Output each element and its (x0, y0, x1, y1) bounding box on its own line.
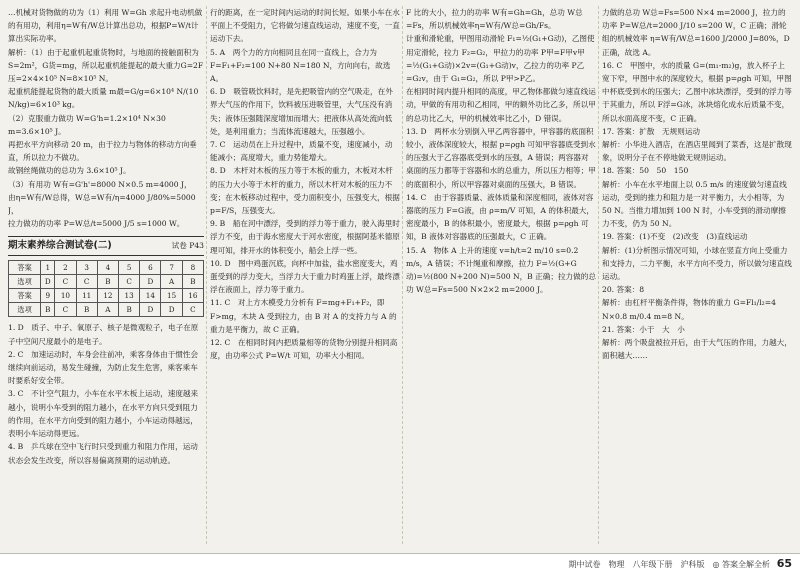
paragraph: 再把水平方向移动 20 m，由于拉力与物体的移动方向垂直，所以拉力不做功。 (8, 140, 197, 163)
table-cell: 15 (161, 289, 182, 303)
column-divider (598, 6, 599, 544)
paragraph: 18. 答案：50 50 150 (602, 166, 689, 176)
section-heading (8, 236, 204, 255)
table-row (9, 303, 204, 317)
paragraph: 14. C 由于容器质量、液体质量和深度相同，液体对容器底的压力 F=G液，由 ρ=m/V 可知，A 的体积最大，密度最小，B 的体积最小，密度最大，根据 p=ρgh 可知，B 液体对容器底的压强最大，C 正确。 (406, 192, 594, 242)
paragraph: 13. D 两杯水分别倒入甲乙两容器中，甲容器的底面积较小，液体深度较大，根据 p=ρgh 可知甲容器底受到水的压强大于乙容器底受到水的压强，A 错误；两容器对桌面的压力都等于容器和水的总重力，所以压力相等；甲的底面积小，所以甲容器对桌面的压强大，B 错误。 (406, 126, 596, 189)
table-cell: D (140, 303, 161, 317)
table-cell: 13 (119, 289, 140, 303)
paragraph: …机械对货物做的功为（1）利用 W=Gh 求起升电动机做的有用功，利用η=W有/W总计算出总功，根据P=W/t计算出实际功率。 (8, 8, 203, 44)
paragraph: 起重机能提起货物的最大质量 m最=G/g=6×10⁴ N/(10 N/kg)=6×10³ kg。 (8, 87, 199, 110)
table-cell: 8 (182, 260, 203, 274)
table-cell: C (55, 303, 76, 317)
page-footer (0, 553, 800, 576)
table-cell: 5 (119, 260, 140, 274)
paragraph: 解析：小车在水平地面上以 0.5 m/s 的速度做匀速直线运动，受到的推力和阻力是一对平衡力，大小相等，为 50 N。当推力增加到 100 N 时，小车受到的滑动摩擦力不变，仍为 50 N。 (602, 179, 787, 229)
answer-table (8, 260, 204, 318)
table-cell: D (161, 303, 182, 317)
table-cell: B (97, 274, 118, 288)
paragraph: 解析：小华进入酒店，在酒店里闻到了菜香，这是扩散现象，说明分子在不停地做无规则运动。 (602, 140, 792, 163)
paragraph: 6. D 吸管吸饮料时，是先把吸管内的空气吸走，在外界大气压的作用下，饮料被压进吸管里，大气压没有消失；液体压强随深度增加而增大；把液体从高处流向低处，是利用重力；当流体流速越大，压强越小。 (210, 87, 393, 136)
table-cell: 选项 (9, 274, 41, 288)
paragraph: 4. B 乒乓球在空中飞行时只受到重力和阻力作用，运动状态会发生改变，所以容易偏离预期的运动轨迹。 (8, 442, 198, 465)
table-cell: B (119, 303, 140, 317)
footer-info: 期中试卷 物理 八年级下册 沪科版 ◎ 答案全解全析 (568, 560, 770, 569)
table-cell: 2 (55, 260, 76, 274)
paragraph: 计重和滑轮重，甲图用动滑轮 F₁=½(G₁+G动)，乙图使用定滑轮，拉力 F₂=G₂，甲拉力的功率 P甲=F甲v甲=½(G₁+G动)×2v=(G₁+G动)v，乙拉力的功率 P乙=G₂v，由于 G₁=G₂，所以 P甲>P乙。 (406, 34, 595, 84)
table-cell: 答案 (9, 289, 41, 303)
paragraph: 解析：（1）由于起重机起重货物时，与地面的接触面积为S=2m²，G货=mg，所以起重机能提起的最大重力G=2F压=2×4×10⁵ N=8×10⁵ N。 (8, 47, 204, 84)
paragraph: 12. C 在相同时间内把质量相等的货物分别提升相同高度，由功率公式 P=W/t 可知，功率大小相同。 (210, 338, 398, 361)
paragraph: 拉力做功的功率 P=W总/t=5000 J/5 s=1000 W。 (8, 219, 185, 229)
paragraph: 解析：两个吸盘被拉开后，由于大气压的作用，力越大，面积越大…… (602, 338, 792, 361)
table-cell: 1 (41, 260, 55, 274)
paragraph: 8. D 木杆对木板的压力等于木板的重力，木板对木杆的压力大小等于木杆的重力，所以木杆对木板的压力不变；在木板移动过程中，受力面积变小，压强变大，根据 p=F/S，压强变大。 (210, 166, 400, 216)
paragraph: 7. C 运动员在上升过程中，质量不变，速度减小，动能减小；高度增大，重力势能增大。 (210, 140, 393, 163)
column-divider (402, 6, 403, 544)
table-cell: 16 (182, 289, 203, 303)
paragraph: （2）克服重力做功 W=G'h=1.2×10⁴ N×30 m=3.6×10⁵ J。 (8, 113, 166, 136)
table-cell: A (97, 303, 118, 317)
table-cell: C (76, 274, 97, 288)
paragraph: 15. A 物体 A 上升的速度 v=h/t=2 m/10 s=0.2 m/s，A 错误；不计绳重和摩擦，拉力 F=½(G+G动)=½(800 N+200 N)=500 N，B 正确；拉力做的总功 W总=Fs=500 N×2×2 m=2000 J。 (406, 245, 596, 295)
paragraph: 16. C 甲图中，水的质量 G=(m₁-m₂)g，放入杯子上宽下窄，甲图中水的深度较大，根据 p=ρgh 可知，甲图中杯底受到水的压强大；乙图中冰块漂浮，受到的浮力等于其重力，所以 F浮=G冰，冰块熔化成水后质量不变，所以水面高度不变，C 正确。 (602, 60, 792, 123)
table-row (9, 260, 204, 274)
column-4 (602, 6, 792, 546)
table-cell: B (41, 303, 55, 317)
table-cell: 11 (76, 289, 97, 303)
table-cell: 答案 (9, 260, 41, 274)
table-cell: 7 (161, 260, 182, 274)
paragraph: 21. 答案：小于 大 小 (602, 324, 685, 334)
paragraph: 在相同时间内提升相同的高度，甲乙物体都做匀速直线运动，甲做的有用功和乙相同，甲的额外功比乙多，所以甲的总功比乙大，甲的机械效率比乙小，D 错误。 (406, 87, 596, 123)
table-cell: 6 (140, 260, 161, 274)
page-number: 65 (776, 557, 792, 570)
table-cell: C (55, 274, 76, 288)
table-row (9, 274, 204, 288)
paragraph: 解析：由杠杆平衡条件得，物体的重力 G=Fl₁/l₂=4 N×0.8 m/0.4 m=8 N。 (602, 298, 776, 321)
table-row (9, 289, 204, 303)
table-cell: 4 (97, 260, 118, 274)
paragraph: 2. C 加速运动时，车身会往前冲，乘客身体由于惯性会继续向前运动，易发生碰撞，为防止发生危害，乘客乘车时要系好安全带。 (8, 349, 199, 386)
table-cell: B (182, 274, 203, 288)
table-cell: 9 (41, 289, 55, 303)
paragraph: 5. A 两个力的方向相同且在同一直线上，合力为 F=F₁+F₂=100 N+80 N=180 N，方向向右，故选 A。 (210, 47, 391, 84)
paragraph: 19. 答案：(1)不变 (2)改变 (3)直线运动 (602, 232, 748, 242)
paragraph: 解析：(1)分析图示情况可知，小球在竖直方向上受重力和支持力，二力平衡，水平方向不受力，所以做匀速直线运动。 (602, 245, 792, 282)
table-cell: D (41, 274, 55, 288)
paragraph: 3. C 不计空气阻力，小车在水平木板上运动，速度越来越小，说明小车受到的阻力越小，在水平方向只受到阻力的作用，在水平方向受到的阻力越小，小车运动得越远，表明小车运动得更远。 (8, 389, 199, 439)
paragraph: 1. D 质子、中子、氧原子、核子是微观粒子，电子在原子中空间尺度最小的是电子。 (8, 323, 199, 346)
paragraph: 行的距离，在一定时间内运动的时间长短。如果小车在水平面上不受阻力，它将做匀速直线运动，速度不变，一直运动下去。 (210, 8, 400, 44)
paragraph: F 比的大小，拉力的功率 W有=Gh=Gh，总功 W总=Fs，所以机械效率η=W有/W总=Gh/Fs。 (406, 8, 583, 31)
section-reference: 试卷 P43 (171, 241, 204, 251)
table-cell: C (119, 274, 140, 288)
paragraph: 由η=W有/W总得，W总=W有/η=4000 J/80%=5000 J， (8, 192, 196, 216)
table-cell: 14 (140, 289, 161, 303)
table-cell: 选项 (9, 303, 41, 317)
table-cell: D (140, 274, 161, 288)
paragraph: （3）有用功 W有=G'h'=8000 N×0.5 m=4000 J， (8, 179, 192, 189)
table-cell: 3 (76, 260, 97, 274)
table-cell: 12 (97, 289, 118, 303)
table-cell: B (76, 303, 97, 317)
paragraph: 10. D 图中鸡蛋沉底，向杯中加盐，盐水密度变大，鸡蛋受到的浮力变大，当浮力大于重力时鸡蛋上浮，最终漂浮在液面上，浮力等于重力。 (210, 258, 400, 295)
column-1 (8, 6, 204, 546)
paragraph: 力做的总功 W总=Fs=500 N×4 m=2000 J，拉力的功率 P=W总/t=2000 J/10 s=200 W，C 正确；滑轮组的机械效率 η=W有/W总=1600 J/2000 J=80%，D 正确，故选 A。 (602, 8, 790, 57)
column-3 (406, 6, 596, 546)
column-divider (206, 6, 207, 544)
section-title: 期末素养综合测试卷(二) (8, 240, 112, 252)
table-cell: C (182, 303, 203, 317)
paragraph: 故钢丝绳做功的总功为 3.6×10⁵ J。 (8, 166, 131, 176)
column-2 (210, 6, 400, 546)
table-cell: 10 (55, 289, 76, 303)
paragraph: 11. C 对上方木模受力分析有 F=mg+F₁+F₂，即 F>mg，木块 A 受到拉力，由 B 对 A 的支持力与 A 的重力是平衡力，故 C 正确。 (210, 298, 397, 334)
table-cell: A (161, 274, 182, 288)
paragraph: 17. 答案：扩散 无规则运动 (602, 126, 701, 136)
paragraph: 20. 答案：8 (602, 285, 645, 295)
paragraph: 9. B 船在河中漂浮，受到的浮力等于重力，驶入海里时浮力不变，由于海水密度大于河水密度，根据阿基米德原理可知，排开水的体积变小，船会上浮一些。 (210, 219, 400, 255)
